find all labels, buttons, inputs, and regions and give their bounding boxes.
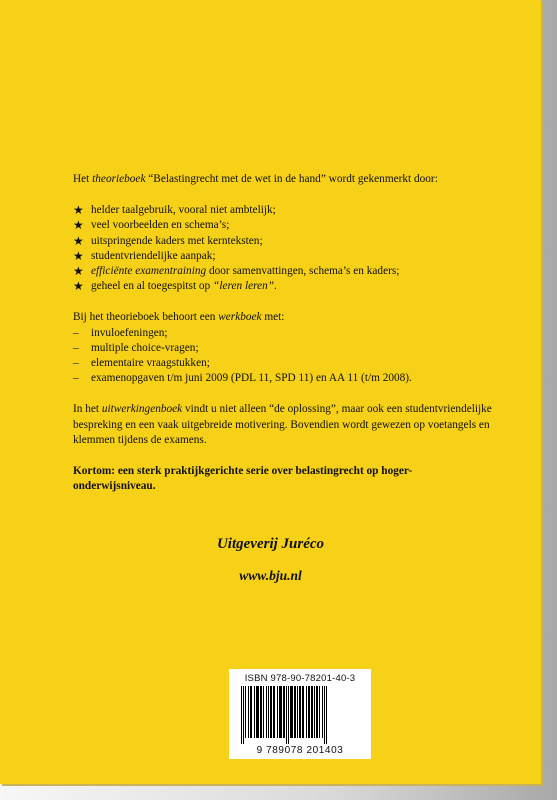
barcode-bar — [324, 686, 325, 744]
dash-bullet: – — [73, 326, 79, 339]
barcode-bar — [248, 686, 249, 738]
isbn-barcode — [229, 669, 371, 759]
barcode-bar — [294, 686, 296, 738]
barcode-bar — [302, 686, 304, 738]
star-icon: ★ — [73, 233, 84, 248]
barcode-bar — [288, 686, 289, 744]
barcode-bar — [322, 686, 323, 738]
barcode-bar — [299, 686, 301, 738]
barcode-bar — [260, 686, 262, 738]
werkboek-item: – invuloefeningen; — [73, 326, 493, 341]
blurb-text — [73, 172, 493, 510]
barcode-bar — [254, 686, 255, 738]
uitwerkingenboek-term: uitwerkingenboek — [101, 403, 183, 416]
werkboek-list — [73, 326, 493, 387]
theorieboek-term: theorieboek — [92, 173, 146, 185]
barcode-bar — [290, 686, 293, 738]
kortom-paragraph: Kortom: een sterk praktijkgerichte serie over belastingrecht op hoger-onderwijsniveau. — [73, 465, 413, 493]
barcode-bar — [250, 686, 252, 738]
barcode-bar — [277, 686, 278, 738]
barcode-bar — [326, 686, 327, 744]
barcode-bar — [245, 686, 246, 738]
barcode-bar — [297, 686, 298, 738]
barcode-icon — [239, 686, 361, 744]
feature-item: ★ geheel en al toegespitst op “leren leren”. — [73, 279, 277, 294]
werkboek-intro: Bij het theorieboek behoort een werkboek met: — [73, 311, 285, 324]
barcode-bar — [270, 686, 272, 738]
dash-bullet: – — [73, 357, 79, 370]
werkboek-item: – elementaire vraagstukken; — [73, 356, 493, 371]
feature-item: ★ efficiënte examentraining door samenvattingen, schema’s en kaders; — [73, 264, 400, 279]
uitwerkingen-paragraph: In het uitwerkingenboek vindt u niet alleen “de oplossing”, maar ook een studentvriendelijke bespreking en een vaak uitgebreide motivering. Bovendien wordt gewezen op voetangels en klemmen tijdens de examens. — [73, 403, 492, 446]
barcode-bar — [283, 686, 285, 738]
star-icon: ★ — [73, 264, 84, 279]
isbn-label: ISBN 978-90-78201-40-3 — [244, 673, 356, 684]
werkboek-item: – examenopgaven t/m juni 2009 (PDL 11, SPD 11) en AA 11 (t/m 2008). — [73, 371, 493, 386]
barcode-bar — [263, 686, 264, 738]
barcode-bar — [241, 686, 242, 744]
barcode-bar — [286, 686, 287, 744]
feature-item: ★ uitspringende kaders met kernteksten; — [73, 233, 263, 248]
barcode-bar — [273, 686, 275, 738]
star-icon: ★ — [73, 218, 84, 233]
publisher-url[interactable]: www.bju.nl — [239, 568, 302, 583]
werkboek-item: – multiple choice-vragen; — [73, 341, 493, 356]
barcode-bar — [256, 686, 259, 738]
barcode-bar — [266, 686, 267, 738]
feature-item: ★ helder taalgebruik, vooral niet ambtelijk; — [73, 203, 276, 218]
star-icon: ★ — [73, 279, 84, 294]
star-icon: ★ — [73, 203, 84, 218]
dash-bullet: – — [73, 372, 79, 385]
werkboek-term: werkboek — [218, 311, 262, 324]
feature-item: ★ studentvriendelijke aanpak; — [73, 248, 216, 263]
barcode-bar — [306, 686, 307, 738]
barcode-bar — [319, 686, 320, 738]
intro-paragraph: Het theorieboek “Belastingrecht met de wet in de hand” wordt gekenmerkt door: — [73, 173, 438, 185]
dash-bullet: – — [73, 341, 79, 354]
barcode-digits: 9 789078 201403 — [256, 745, 344, 756]
barcode-bar — [268, 686, 269, 738]
barcode-bar — [243, 686, 244, 744]
publisher-name: Uitgeverij Juréco — [216, 536, 325, 552]
barcode-bar — [316, 686, 318, 738]
barcode-bar — [308, 686, 310, 738]
barcode-bar — [314, 686, 315, 738]
barcode-bar — [279, 686, 282, 738]
star-icon: ★ — [73, 248, 84, 263]
feature-item: ★ veel voorbeelden en schema’s; — [73, 218, 230, 233]
feature-list — [73, 203, 493, 294]
barcode-bar — [311, 686, 313, 738]
